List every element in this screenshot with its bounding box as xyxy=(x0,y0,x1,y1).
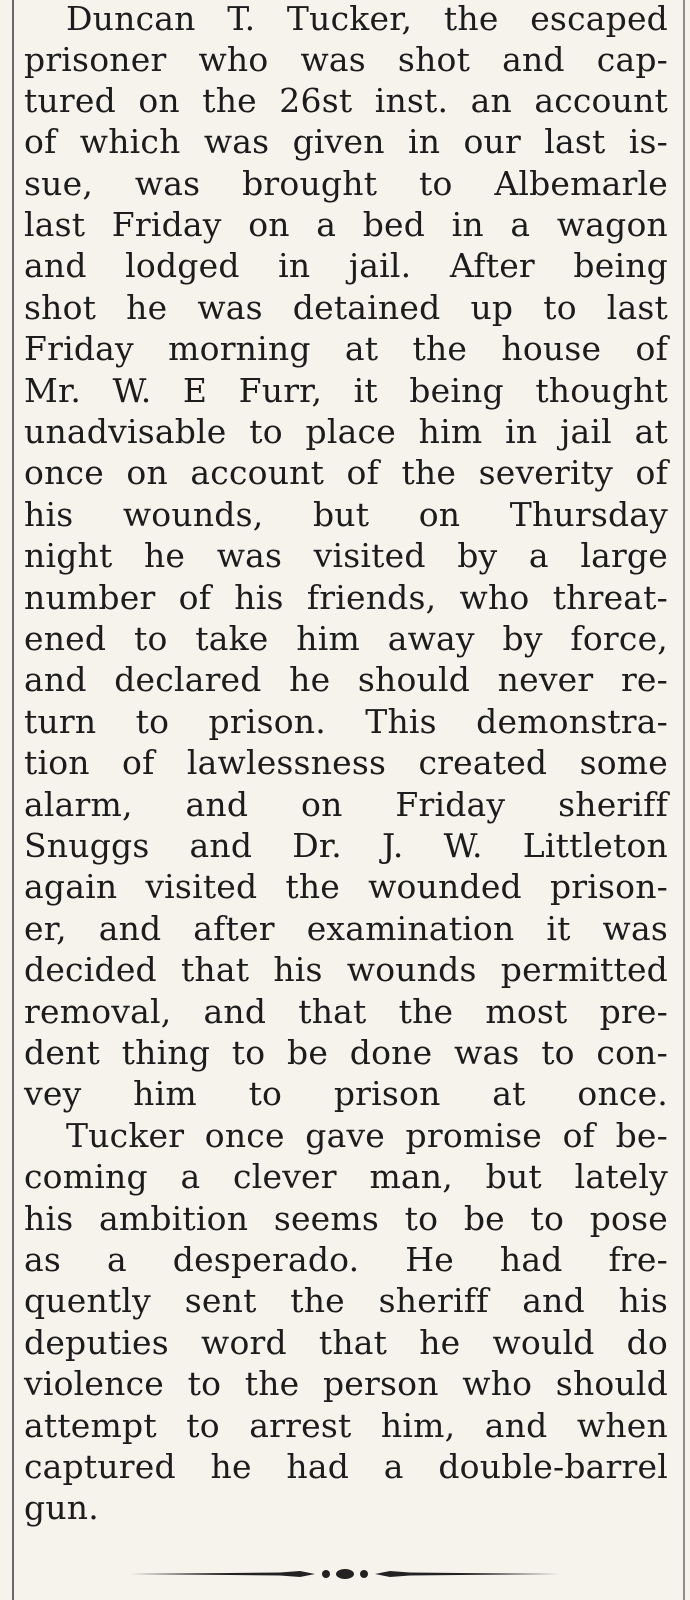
article-line: attempt to arrest him, and when xyxy=(24,1406,668,1445)
article-line: coming a clever man, but lately xyxy=(24,1157,668,1196)
article-line: captured he had a double-barrel xyxy=(24,1447,668,1486)
article-line: shot he was detained up to last xyxy=(24,288,668,327)
article-line: once on account of the severity of xyxy=(24,453,668,492)
article-line: violence to the person who should xyxy=(24,1364,668,1403)
article-line: prisoner who was shot and cap- xyxy=(24,40,668,79)
article-line: alarm, and on Friday sheriff xyxy=(24,785,668,824)
article-line: removal, and that the most pre- xyxy=(24,992,668,1031)
article-line: deputies word that he would do xyxy=(24,1323,668,1362)
article-line: last Friday on a bed in a wagon xyxy=(24,205,668,244)
article-line: decided that his wounds permitted xyxy=(24,950,668,989)
article-line: turn to prison. This demonstra- xyxy=(24,702,668,741)
article-line: dent thing to be done was to con- xyxy=(24,1033,668,1072)
column-rule-left xyxy=(12,0,14,1600)
article-line: ened to take him away by force, xyxy=(24,619,668,658)
article-line: Friday morning at the house of xyxy=(24,329,668,368)
article-line: gun. xyxy=(24,1488,99,1527)
article-line: as a desperado. He had fre- xyxy=(24,1240,668,1279)
article-line: night he was visited by a large xyxy=(24,536,668,575)
article-line: his wounds, but on Thursday xyxy=(24,495,668,534)
article-line: number of his friends, who threat- xyxy=(24,578,668,617)
article-line: unadvisable to place him in jail at xyxy=(24,412,668,451)
article-line: er, and after examination it was xyxy=(24,909,668,948)
article-line: Tucker once gave promise of be- xyxy=(66,1116,668,1155)
article-line: of which was given in our last is- xyxy=(24,122,668,161)
article-line: Mr. W. E Furr, it being thought xyxy=(24,371,668,410)
article-line: vey him to prison at once. xyxy=(24,1074,668,1113)
article-line: Snuggs and Dr. J. W. Littleton xyxy=(24,826,668,865)
article-line: and lodged in jail. After being xyxy=(24,246,668,285)
article-line: tured on the 26st inst. an account xyxy=(24,81,668,120)
article-line: his ambition seems to be to pose xyxy=(24,1199,668,1238)
ornamental-divider xyxy=(130,1566,560,1582)
article-line: sue, was brought to Albemarle xyxy=(24,164,668,203)
article-line: again visited the wounded prison- xyxy=(24,867,668,906)
column-rule-right xyxy=(683,0,685,1600)
article-line: quently sent the sheriff and his xyxy=(24,1281,668,1320)
article-line: Duncan T. Tucker, the escaped xyxy=(66,0,668,38)
article-line: tion of lawlessness created some xyxy=(24,743,668,782)
article-line: and declared he should never re- xyxy=(24,660,668,699)
